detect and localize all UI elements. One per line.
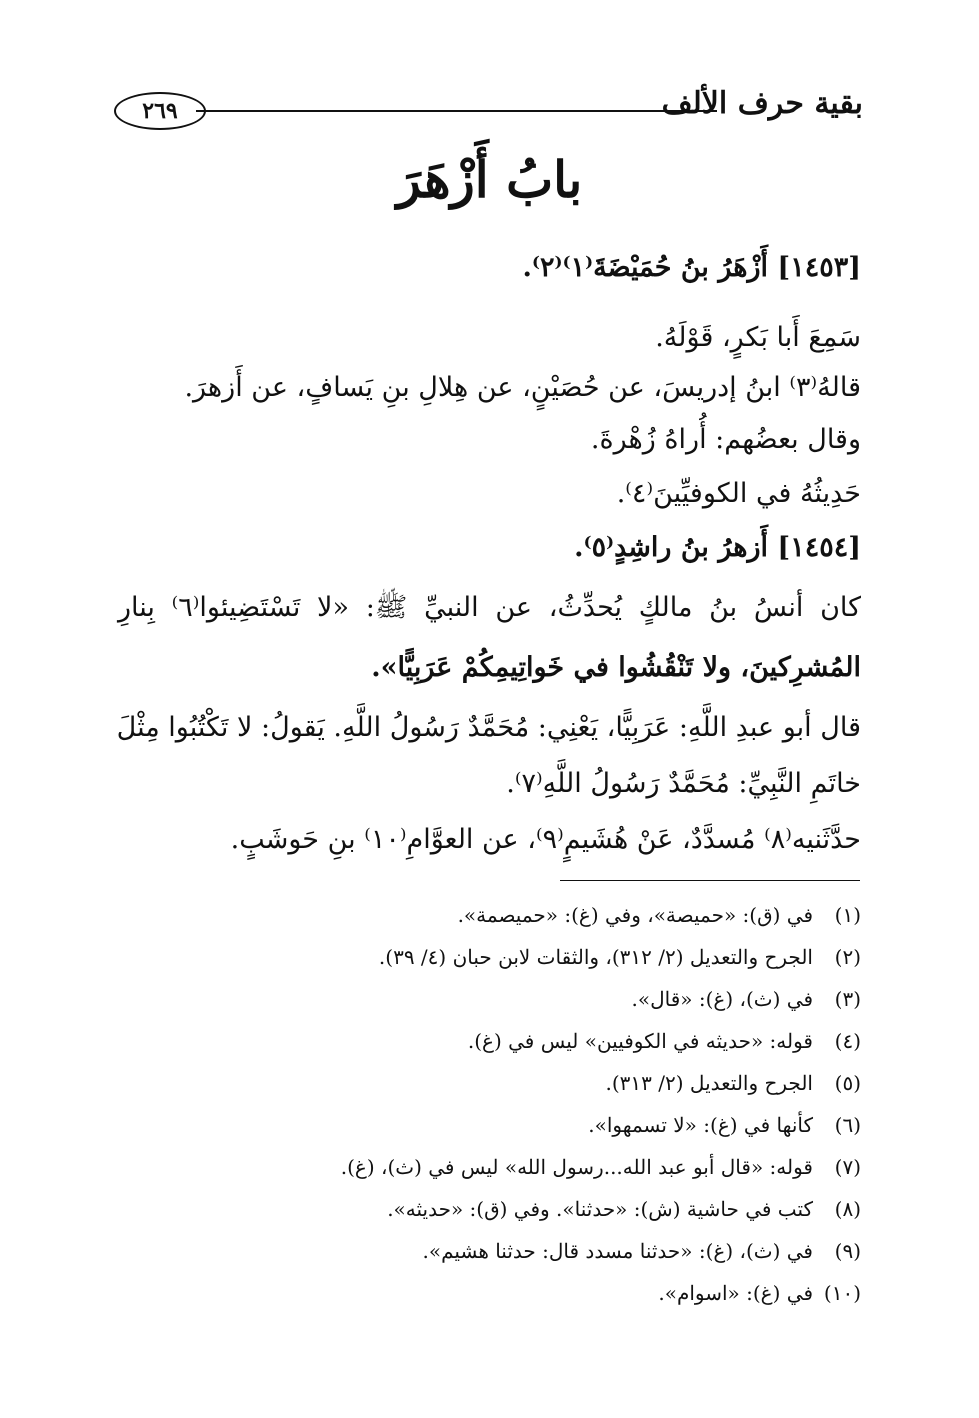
footnote-5: [118, 1068, 861, 1098]
footnote-number: (٤): [834, 1029, 861, 1053]
body-line: حَدِيثُهُ في الكوفيِّينَ⁽٤⁾.: [616, 478, 861, 509]
footnote-number: (٣): [834, 987, 861, 1011]
footnote-text: في (ث)، (غ): «حدثنا مسدد قال: حدثنا هشيم».: [422, 1239, 813, 1263]
footnote-text: كأنها في (غ): «لا تسمهوا».: [588, 1113, 813, 1137]
footnote-1: [118, 900, 861, 930]
body-line: حدَّثَنيه⁽٨⁾ مُسدَّدٌ، عَنْ هُشَيمٍ⁽٩⁾، عن العوَّامِ⁽١٠⁾ بنِ حَوشَبٍ.: [230, 824, 861, 855]
footnote-text: قوله: «قال أبو عبد الله...رسول الله» ليس في (ث)، (غ).: [340, 1155, 813, 1179]
footnote-9: [118, 1236, 861, 1266]
footnote-4: [118, 1026, 861, 1056]
entry-heading-1453: [١٤٥٣] أَزْهَرُ بنُ حُمَيْضَةَ⁽١⁾⁽٢⁾.: [522, 252, 861, 283]
footnote-number: (٩): [834, 1239, 861, 1263]
footnote-10: [118, 1278, 861, 1308]
footnote-8: [118, 1194, 861, 1224]
footnote-7: [118, 1152, 861, 1182]
entry-heading-1454: [١٤٥٤] أَزهرُ بنُ راشِدٍ⁽٥⁾.: [574, 532, 861, 563]
footnote-text: في (غ): «اسوام».: [658, 1281, 813, 1305]
footnote-number: (٢): [834, 945, 861, 969]
header-rule: [196, 110, 717, 112]
footnote-6: [118, 1110, 861, 1140]
footnote-text: في (ث)، (غ): «قال».: [631, 987, 813, 1011]
footnote-number: (١): [834, 903, 861, 927]
footnote-text: قوله: «حديثه في الكوفيين» ليس في (غ).: [467, 1029, 813, 1053]
running-head: بقية حرف الألف: [661, 86, 863, 121]
body-line: قالهُ⁽٣⁾ ابنُ إدريسَ، عن حُصَيْنٍ، عن هِلالِ بنِ يَسافٍ، عن أَزهرَ.: [184, 372, 861, 403]
footnote-number: (٨): [834, 1197, 861, 1221]
footnote-number: (١٠): [823, 1281, 861, 1305]
body-line: خاتَمِ النَّبِيِّ: مُحَمَّدٌ رَسُولُ اللَّهِ⁽٧⁾.: [506, 768, 861, 799]
footnote-number: (٧): [834, 1155, 861, 1179]
footnote-rule: [560, 880, 860, 881]
body-line: المُشرِكينَ، ولا تَنْقُشُوا في خَواتِيمِكُمْ عَرَبِيًّا».: [371, 652, 861, 683]
body-line: كان أنسُ بنُ مالكٍ يُحدِّثُ، عن النبيِّ ﷺ: «لا تَسْتَضِيئوا⁽٦⁾ بِنارِ: [118, 592, 861, 623]
footnote-text: في (ق): «حميصة»، وفي (غ): «حميصمة».: [457, 903, 813, 927]
footnote-2: [118, 942, 861, 972]
footnote-3: [118, 984, 861, 1014]
page-number: ٢٦٩: [114, 92, 206, 130]
footnote-text: الجرح والتعديل (٢/ ٣١٢)، والثقات لابن حبان (٤/ ٣٩).: [378, 945, 813, 969]
footnote-number: (٥): [834, 1071, 861, 1095]
body-line: سَمِعَ أَبا بَكرٍ، قَوْلَهُ.: [655, 322, 861, 353]
footnote-number: (٦): [834, 1113, 861, 1137]
body-line: قال أبو عبدِ اللَّهِ: عَرَبِيًّا، يَعْنِي: مُحَمَّدٌ رَسُولُ اللَّهِ. يَقولُ: لا تَكْتُبُوا مِثْلَ: [116, 712, 861, 743]
chapter-title: بابُ أَزْهَرَ: [396, 150, 583, 209]
footnote-text: كتب في حاشية (ش): «حدثنا». وفي (ق): «حديثه».: [387, 1197, 813, 1221]
body-line: وقال بعضُهم: أُراهُ زُهْرةَ.: [590, 424, 861, 455]
footnote-text: الجرح والتعديل (٢/ ٣١٣).: [605, 1071, 813, 1095]
